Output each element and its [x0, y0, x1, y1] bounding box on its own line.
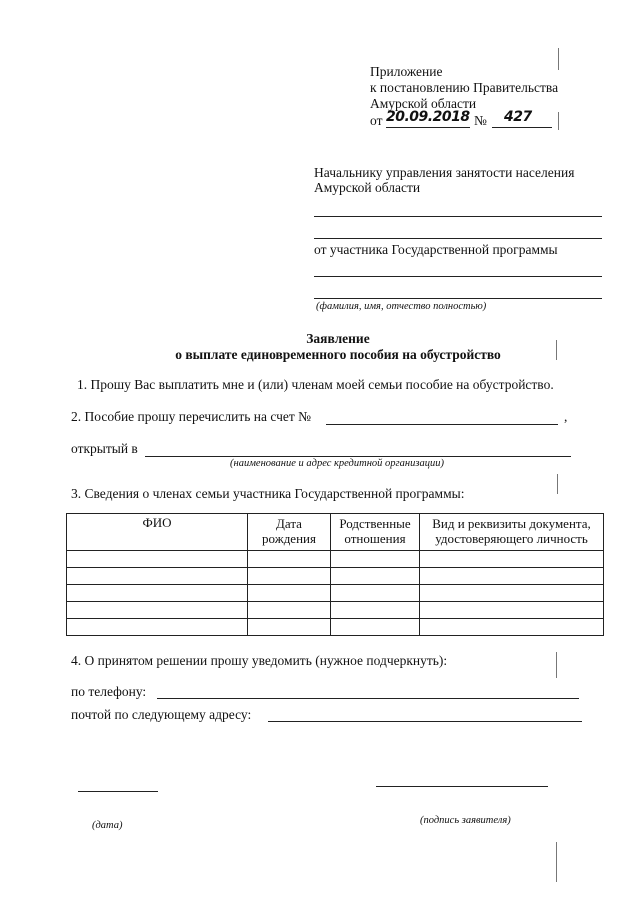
- scan-artifact: [558, 112, 559, 130]
- addressee-blank-line1: [314, 216, 602, 217]
- scan-artifact: [557, 474, 558, 494]
- addressee-line2: Амурской области: [314, 180, 421, 195]
- table-cell[interactable]: [248, 551, 331, 568]
- col-header-relation: [331, 514, 420, 551]
- table-cell[interactable]: [331, 551, 420, 568]
- scan-artifact: [556, 842, 557, 882]
- table-cell[interactable]: [420, 568, 604, 585]
- name-blank-line2: [314, 298, 602, 299]
- by-mail-text: почтой по следующему адресу:: [71, 707, 252, 722]
- table-cell[interactable]: [67, 602, 248, 619]
- name-caption: (фамилия, имя, отчество полностью): [316, 301, 487, 312]
- col-header-birthdate: [248, 514, 331, 551]
- addressee-blank-line2: [314, 238, 602, 239]
- table-row: [67, 585, 604, 602]
- date-caption: (дата): [92, 820, 123, 831]
- table-cell[interactable]: [248, 602, 331, 619]
- item-3-text: 3. Сведения о членах семьи участника Государственной программы:: [71, 486, 465, 501]
- opened-in-text: открытый в: [71, 441, 138, 456]
- name-blank-line1: [314, 276, 602, 277]
- col-header-name-text: ФИО: [142, 515, 172, 530]
- from-participant-text: от участника Государственной программы: [314, 242, 558, 257]
- signature-caption: (подпись заявителя): [420, 815, 511, 826]
- family-members-table: [66, 513, 604, 636]
- table-cell[interactable]: [420, 602, 604, 619]
- col-header-birthdate-l1: Дата: [276, 516, 302, 532]
- col-header-document: [420, 514, 604, 551]
- table-row: [67, 568, 604, 585]
- date-sign-line[interactable]: [78, 791, 158, 792]
- document-subtitle: о выплате единовременного пособия на обустройство: [175, 347, 501, 362]
- scan-artifact: [558, 48, 559, 70]
- col-header-relation-l2: отношения: [344, 531, 406, 546]
- table-cell[interactable]: [420, 619, 604, 636]
- appendix-label: Приложение: [370, 64, 443, 79]
- number-prefix: №: [474, 113, 487, 128]
- resolution-label: к постановлению Правительства: [370, 80, 559, 95]
- item-1-text: 1. Прошу Вас выплатить мне и (или) членам моей семьи пособие на обустройство.: [77, 377, 554, 392]
- item-4-text: 4. О принятом решении прошу уведомить (нужное подчеркнуть):: [71, 653, 448, 668]
- table-cell[interactable]: [67, 585, 248, 602]
- mail-address-line[interactable]: [268, 721, 582, 722]
- table-row: [67, 551, 604, 568]
- date-underline: [386, 127, 470, 128]
- number-underline: [492, 127, 552, 128]
- col-header-relation-l1: Родственные: [339, 516, 411, 532]
- document-title: Заявление: [306, 331, 370, 346]
- table-cell[interactable]: [67, 551, 248, 568]
- col-header-document-l2: удостоверяющего личность: [435, 531, 588, 546]
- table-cell[interactable]: [67, 568, 248, 585]
- table-cell[interactable]: [248, 585, 331, 602]
- by-phone-text: по телефону:: [71, 684, 147, 699]
- addressee-line1: Начальнику управления занятости населения: [314, 165, 575, 180]
- scan-artifact: [556, 652, 557, 678]
- account-number-line[interactable]: [326, 424, 558, 425]
- item-2-text: 2. Пособие прошу перечислить на счет №: [71, 409, 312, 424]
- table-cell[interactable]: [248, 619, 331, 636]
- handwritten-date: 20.09.2018: [386, 109, 470, 125]
- date-prefix: от: [370, 113, 383, 128]
- bank-name-line[interactable]: [145, 456, 571, 457]
- col-header-birthdate-l2: рождения: [262, 531, 316, 546]
- region-label: Амурской области: [370, 96, 477, 111]
- table-cell[interactable]: [331, 619, 420, 636]
- table-cell[interactable]: [331, 568, 420, 585]
- table-row: [67, 619, 604, 636]
- phone-line[interactable]: [157, 698, 579, 699]
- table-cell[interactable]: [248, 568, 331, 585]
- handwritten-number: 427: [504, 109, 532, 125]
- table-cell[interactable]: [331, 585, 420, 602]
- table-cell[interactable]: [331, 602, 420, 619]
- item-2-comma: ,: [564, 409, 568, 424]
- scan-artifact: [556, 340, 557, 360]
- table-row: [67, 602, 604, 619]
- signature-line[interactable]: [376, 786, 548, 787]
- col-header-document-l1: Вид и реквизиты документа,: [432, 516, 591, 532]
- table-cell[interactable]: [67, 619, 248, 636]
- table-cell[interactable]: [420, 551, 604, 568]
- table-cell[interactable]: [420, 585, 604, 602]
- table-header-row: [67, 514, 604, 551]
- bank-caption: (наименование и адрес кредитной организации): [230, 458, 444, 469]
- col-header-name: [67, 514, 248, 551]
